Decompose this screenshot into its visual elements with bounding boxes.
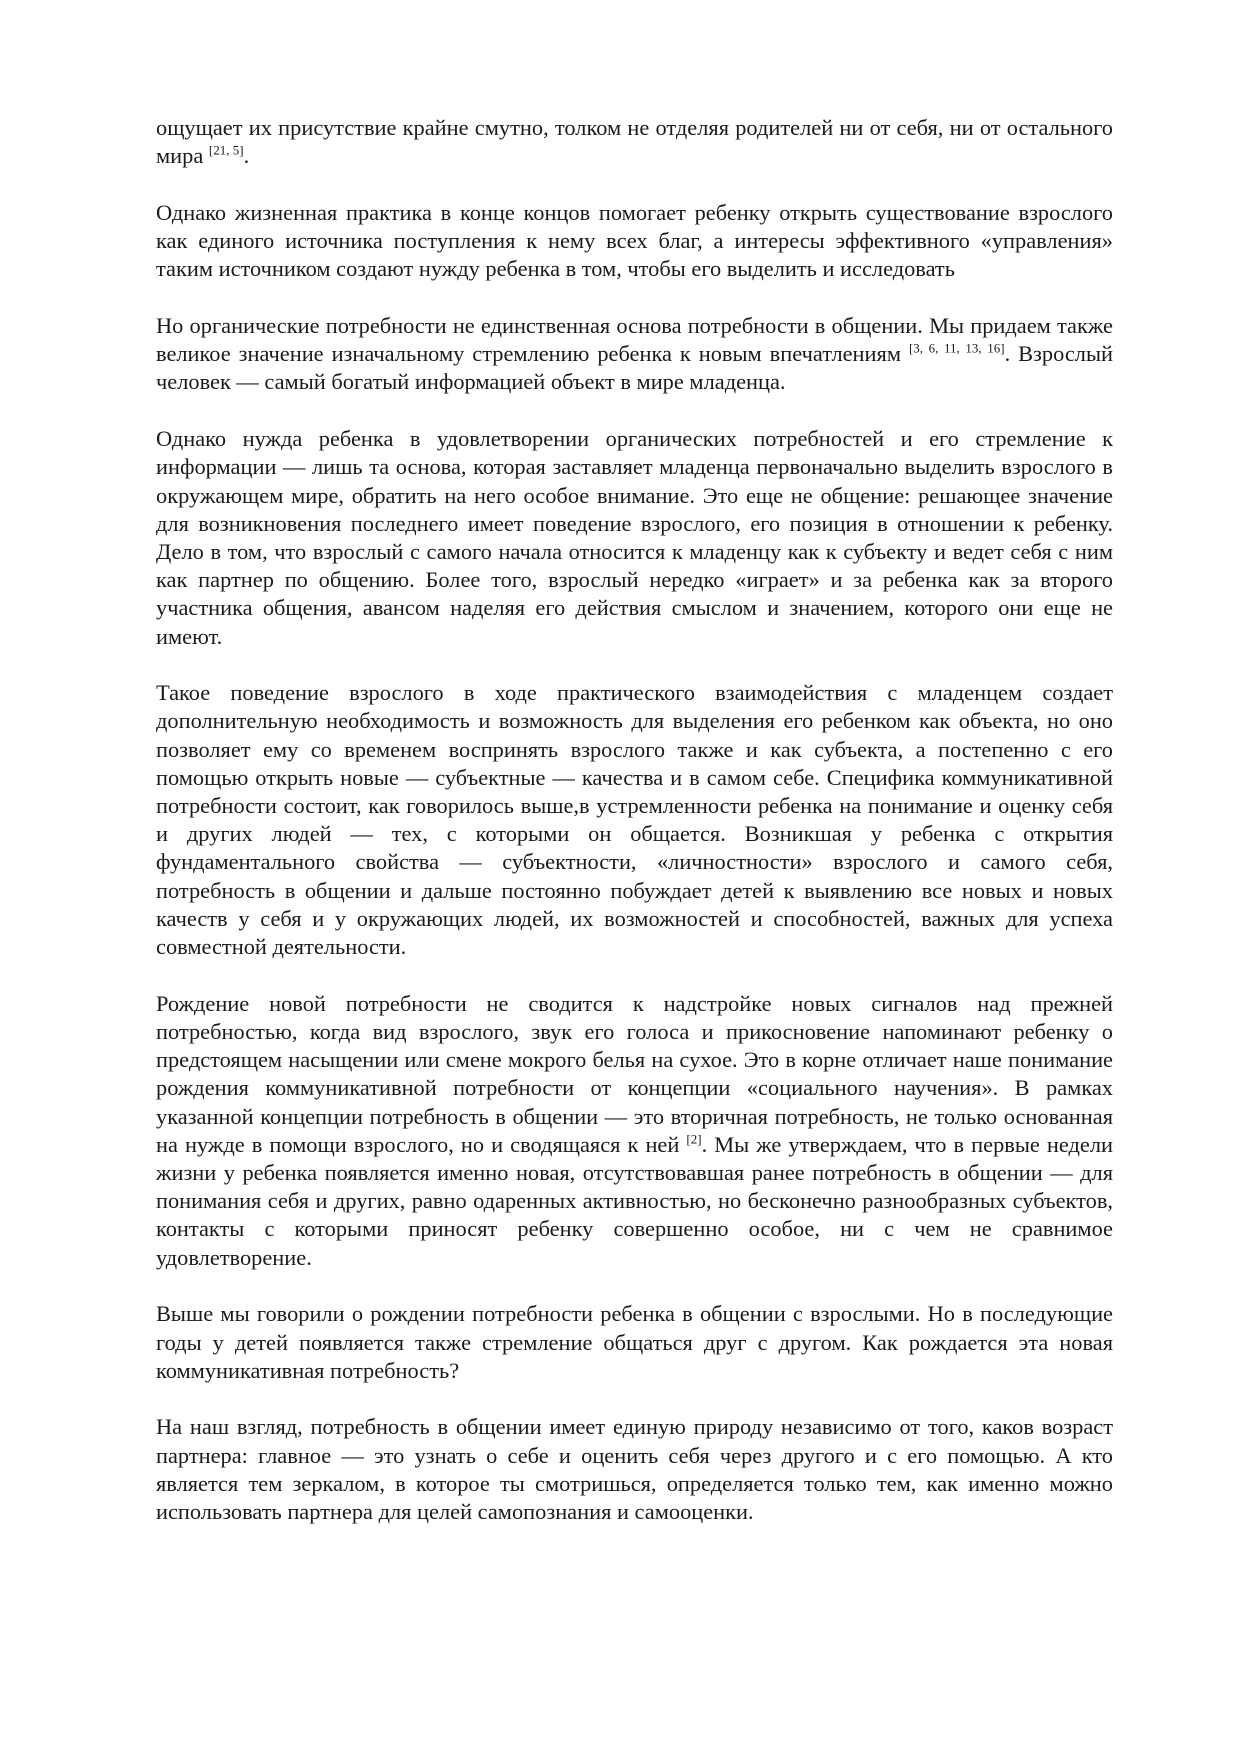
paragraph-5 — [156, 679, 1113, 961]
paragraph-text: . Взрослый человек — самый богатый информацией объект в мире младенца. — [156, 341, 1113, 395]
paragraph-text: . — [243, 143, 250, 169]
paragraph-text: Но органические потребности не единственная основа потребности в общении. Мы придаем также великое значение изначальному стремлению ребенка к новым впечатлениям — [156, 313, 1113, 367]
paragraph-3 — [156, 312, 1113, 397]
paragraph-text: Однако нужда ребенка в удовлетворении органических потребностей и его стремление к информации — лишь та основа, которая заставляет младенца первоначально выделить взрослого в окружающем мире, обратить на него особое внимание. Это еще не общение: решающее значение для возникновения последнего имеет поведение взрослого, его позиция в отношении к ребенку. Дело в том, что взрослый с самого начала относится к младенцу как к субъекту и ведет себя с ним как партнер по общению. Более того, взрослый нередко «играет» и за ребенка как за второго участника общения, авансом наделяя его действия смыслом и значением, которого они еще не имеют. — [156, 426, 1113, 649]
citation-reference: [2] — [686, 1131, 702, 1147]
paragraph-text: . Мы же утверждаем, что в первые недели жизни у ребенка появляется именно новая, отсутствовавшая ранее потребность в общении — для понимания себя и других, равно одаренных активностью, но бесконечно разнообразных субъектов, контакты с которыми приносят ребенку совершенно особое, ни с чем не сравнимое удовлетворение. — [156, 1131, 1113, 1270]
paragraph-2 — [156, 199, 1113, 284]
paragraph-6 — [156, 990, 1113, 1272]
paragraph-text: На наш взгляд, потребность в общении имеет единую природу независимо от того, каков возраст партнера: главное — это узнать о себе и оценить себя через другого и с его помощью. А кто является тем зеркалом, в которое ты смотришься, определяется только тем, как именно можно использовать партнера для целей самопознания и самооценки. — [156, 1414, 1113, 1525]
document-page — [156, 114, 1113, 1526]
citation-reference: [21, 5] — [208, 142, 244, 158]
paragraph-text: Такое поведение взрослого в ходе практического взаимодействия с младенцем создает дополнительную необходимость и возможность для выделения его ребенком как объекта, но оно позволяет ему со временем воспринять взрослого также и как субъекта, а постепенно с его помощью открыть новые — субъектные — качества и в самом себе. Специфика коммуникативной потребности состоит, как говорилось выше,в устремленности ребенка на понимание и оценку себя и других людей — тех, с которыми он общается. Возникшая у ребенка с открытия фундаментального свойства — субъектности, «личностности» взрослого и самого себя, потребность в общении и дальше постоянно побуждает детей к выявлению все новых и новых качеств у себя и у окружающих людей, их возможностей и способностей, важных для успеха совместной деятельности. — [156, 680, 1113, 960]
paragraph-text: Выше мы говорили о рождении потребности ребенка в общении с взрослыми. Но в последующие годы у детей появляется также стремление общаться друг с другом. Как рождается эта новая коммуникативная потребность? — [156, 1301, 1113, 1383]
paragraph-text: Однако жизненная практика в конце концов помогает ребенку открыть существование взрослого как единого источника поступления к нему всех благ, а интересы эффективного «управления» таким источником создают нужду ребенка в том, чтобы его выделить и исследовать — [156, 199, 1113, 282]
citation-reference: [3, 6, 11, 13, 16] — [908, 340, 1005, 356]
paragraph-text: ощущает их присутствие крайне смутно, толком не отделяя родителей ни от себя, ни от остального мира — [156, 115, 1113, 169]
paragraph-4 — [156, 425, 1113, 651]
paragraph-text: Рождение новой потребности не сводится к надстройке новых сигналов над прежней потребностью, когда вид взрослого, звук его голоса и прикосновение напоминают ребенку о предстоящем насыщении или смене мокрого белья на сухое. Это в корне отличает наше понимание рождения коммуникативной потребности от концепции «социального научения». В рамках указанной концепции потребность в общении — это вторичная потребность, не только основанная на нужде в помощи взрослого, но и сводящаяся к ней — [156, 990, 1113, 1157]
paragraph-8 — [156, 1413, 1113, 1526]
paragraph-1 — [156, 114, 1113, 170]
paragraph-7 — [156, 1300, 1113, 1385]
